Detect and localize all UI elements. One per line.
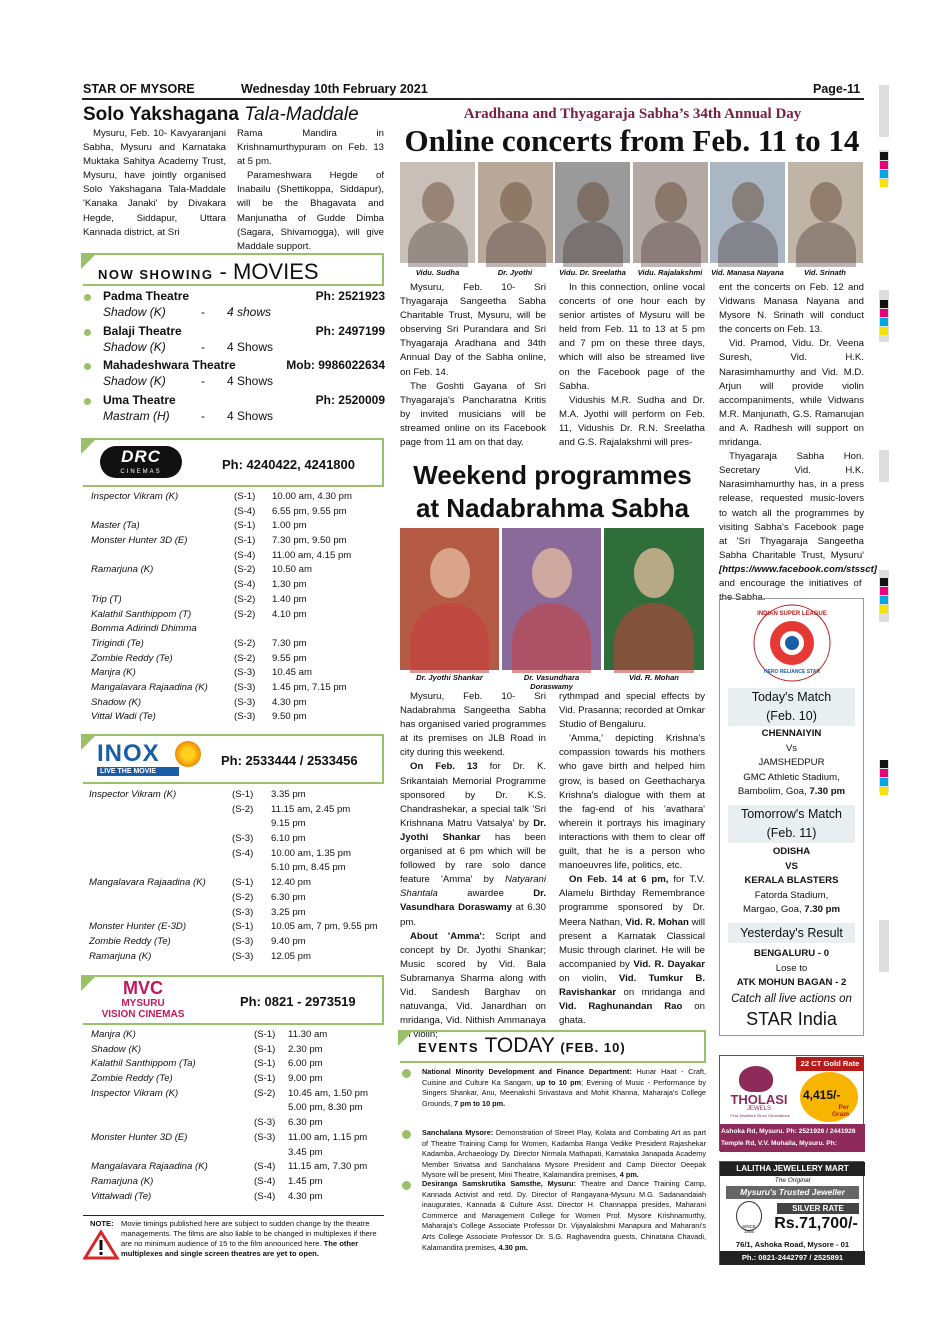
tholasi-ad: 22 CT Gold Rate THOLASI JEWELS First Jewellers Since Generations 4,415/- Per Gram Ashoka Rd, Mysuru. Ph: 2521926 / 2441926 Temple Rd, V.V. Mohalla, Mysuru. Ph: 2441926 [719, 1055, 864, 1151]
theatre-entry [83, 324, 385, 359]
screen-number: (S-2) [234, 637, 256, 649]
tholasi-peacock-icon [739, 1066, 773, 1092]
movie-title: Zombie Reddy (Te) [89, 935, 171, 947]
bullet-icon [402, 1181, 411, 1190]
schedule-row [91, 1116, 381, 1131]
mark-bar [879, 450, 889, 482]
movie-title: Zombie Reddy (Te) [91, 652, 173, 664]
movie-title: Shadow (K) [91, 696, 142, 708]
movie-title: Mangalavara Rajaadina (K) [91, 681, 208, 693]
movie-title: Inspector Vikram (K) [91, 1087, 179, 1099]
theatre-shows: 4 Shows [227, 408, 274, 423]
lalitha-ad: LALITHA JEWELLERY MART The Original Mysuru's Trusted Jeweller SINCE 1956 SILVER RATE Rs.71,700/- 76/1, Ashoka Road, Mysore - 01 Ph.: 0821-2442797 / 2525891 [719, 1161, 864, 1265]
theatre-movie: Mastram (H) [103, 408, 170, 423]
show-times: 11.15 am, 2.45 pm [271, 803, 351, 815]
movie-title: Kalathil Santhippom (T) [91, 608, 192, 620]
bullet-icon [402, 1130, 411, 1139]
mark-swatch [880, 769, 888, 777]
screen-number: (S-2) [232, 891, 254, 903]
screen-number: (S-2) [234, 593, 256, 605]
screen-number: (S-2) [234, 608, 256, 620]
star-india: STAR India [746, 1009, 837, 1029]
corner-triangle [398, 1030, 414, 1046]
mark-swatch [880, 578, 888, 586]
portrait-body [410, 603, 489, 673]
screen-number: (S-1) [254, 1073, 276, 1085]
aradhana-kicker: Aradhana and Thyagaraja Sabha’s 34th Annual Day [463, 106, 802, 122]
aradhana-col-2: In this connection, online vocal concerts of one hour each by senior artistes of Mysuru will be held from Feb. 11 to 13 at 5 pm and 7 pm on these three days, which will also be streamed live on the Facebook page of the Sabha. Vidushis M.R. Sudha and Dr. M.A. Jyothi will perform on Feb. 11, Vidushis Dr. R.N. Sreelatha and G.S. Rajalakshmi will pres- [559, 282, 705, 449]
schedule-row [91, 1072, 381, 1087]
schedule-row [91, 593, 381, 608]
schedule-row [89, 803, 381, 818]
movie-title: Vittalwadi (Te) [91, 1190, 152, 1202]
portrait-body [641, 222, 701, 267]
portrait-body [718, 222, 778, 267]
drc-header [83, 438, 384, 487]
aradhana-headline: Online concerts from Feb. 11 to 14 [404, 123, 860, 158]
show-times: 9.40 pm [271, 935, 306, 947]
screen-number: (S-1) [234, 491, 256, 502]
photo-caption: Vidu. Sudha [415, 268, 460, 277]
show-times: 7.30 pm, 9.50 pm [272, 535, 347, 547]
event-text: Desiranga Samskrutika Samsthe, Mysuru: Theatre and Dance Training Camp, Kannada Activist and retd. Dy. Director of Rangayana-Mysuru M.G. Sadanandaiah inaugurates, Kannada & Culture Asst. Director H. Channappa presides, Maharani Commerce and Management College for Women Prof. Mysore Krishnamurthy, Maharaja's College Associate Professor Dr. Vijayalakshmi Manapura and Maharani's Arts College Associate Professor Dr. S.G. Raghavendra guests, Chinatana Chavadi, Kalamandira premises, 4.30 pm. [422, 1179, 706, 1252]
bullet-icon [84, 363, 91, 370]
schedule-row [89, 847, 381, 862]
portrait-shape [732, 182, 764, 222]
yesterday-result-details: BENGALURU - 0 Lose to ATK MOHUN BAGAN - 2 [736, 948, 847, 988]
portrait-body [408, 222, 468, 267]
schedule-row [91, 710, 381, 725]
schedule-row [89, 817, 381, 832]
screen-number: (S-4) [234, 505, 256, 517]
show-times: 1.45 pm, 7.15 pm [272, 681, 347, 693]
photo-caption: Dr. Vasundhara Doraswamy [523, 673, 580, 691]
schedule-row [89, 950, 381, 965]
schedule-row [91, 622, 381, 637]
screen-number: (S-3) [254, 1131, 276, 1143]
schedule-row [91, 1087, 381, 1102]
schedule-row [91, 563, 381, 578]
screen-number: (S-4) [254, 1175, 276, 1187]
movie-title: Tirigindi (Te) [91, 637, 144, 649]
schedule-row [91, 1101, 381, 1116]
movie-title: Monster Hunter 3D (E) [91, 1131, 188, 1143]
schedule-row [91, 1146, 381, 1161]
screen-number: (S-3) [234, 696, 256, 708]
show-times: 10.00 am, 4.30 pm [272, 491, 352, 502]
schedule-row [91, 1043, 381, 1058]
mark-swatch [880, 161, 888, 169]
inox-logo: INOX LIVE THE MOVIE [97, 741, 179, 776]
theatre-movie: Shadow (K) [103, 339, 166, 354]
aradhana-col-3: ent the concerts on Feb. 12 and Vidwans Manasa Nayana and Mysore N. Srinath will conduct the concerts on Feb. 13. Vid. Pramod, Vidu. Dr. Veena Suresh, Vid. H.K. Narasimhamurthy and Vid. M.D. Arjun will provide violin accompaniments, while Vidwans M.R. Manjunath, G.S. Ramanujan and A. Radhesh will support on mridanga. Thyagaraja Sabha Hon. Secretary Vid. H.K. Narasimhamurthy has, in a press release, requested music-lovers to watch all the programmes by visiting Sabha's Facebook page at 'Sri Thyagaraja Sangeetha Sabha Charitable Trust, Mysuru' [https://www.facebook.com/stssct] and encourage the initiatives of the Sabha. [719, 282, 877, 604]
show-times: 9.15 pm [271, 818, 306, 830]
schedule-row [89, 861, 381, 876]
show-times: 6.10 pm [271, 833, 306, 845]
corner-triangle [81, 734, 97, 750]
solo-title-main: Solo Yakshagana [83, 104, 245, 125]
mark-swatch [880, 778, 888, 786]
theatre-phone: Ph: 2521923 [315, 289, 385, 303]
inox-header [83, 734, 384, 784]
event-text: Sanchalana Mysore: Demonstration of Street Play, Kolata and Combating Art as part of Theatre Training Camp for Women, Kadamba Ranga Vedike President Rajashekar Kadamba, Archaeology Dy. Director Nirmala Mathapati, Karnataka Janapada Academy Member Srivatsa and Sanchalana Mysore President and Camp Director Deepak Mysore will be present, Mini Theatre, Kalamandira premises, 4 pm. [422, 1128, 706, 1180]
today-match-details: CHENNAIYIN Vs JAMSHEDPUR GMC Athletic Stadium, Bambolim, Goa, 7.30 pm [737, 728, 846, 797]
theatre-name: Uma Theatre [103, 392, 176, 407]
portrait-shape [810, 182, 842, 222]
show-times: 1.45 pm [288, 1175, 323, 1187]
screen-number: (S-2) [254, 1087, 276, 1099]
schedule-row [91, 652, 381, 667]
movie-title: Ramarjuna (K) [91, 564, 154, 576]
show-times: 10.45 am [272, 667, 313, 679]
mark-swatch [880, 760, 888, 768]
catch-live: Catch all live actions on [731, 993, 852, 1005]
photo-caption: Vid. Manasa Nayana [711, 268, 784, 277]
show-times: 7.30 pm [272, 637, 307, 649]
movie-title: Mangalavara Rajaadina (K) [89, 877, 206, 889]
now-showing-title: NOW SHOWING - MOVIES [98, 259, 319, 284]
corner-triangle [81, 253, 97, 269]
theatre-phone: Ph: 2497199 [315, 323, 385, 338]
schedule-row [89, 891, 381, 906]
show-times: 1.30 pm [272, 579, 307, 591]
mark-swatch [880, 300, 888, 308]
movie-title: Monster Hunter (E-3D) [89, 921, 187, 933]
show-times: 3.35 pm [271, 789, 306, 800]
show-times: 4.10 pm [272, 608, 307, 620]
photo-caption: Vid. Srinath [804, 268, 846, 277]
schedule-row [91, 637, 381, 652]
tomorrow-match-details: ODISHA VS KERALA BLASTERS Fatorda Stadium, Margao, Goa, 7.30 pm [742, 846, 841, 915]
schedule-row [91, 1057, 381, 1072]
solo-col-2: Rama Mandira in Krishnamurthypuram on Feb. 13 at 5 pm. Parameshwara Hegde of Inabailu (Shettikoppa, Siddapur), will be the Bhagavata and Manjunatha of Gudde Dimba (Sagara, Shivamogga), will give Maddale support. [237, 128, 384, 252]
schedule-row [89, 906, 381, 921]
screen-number: (S-1) [234, 535, 256, 547]
today-match-title: Today's Match (Feb. 10) [728, 688, 855, 726]
show-times: 5.00 pm, 8.30 pm [288, 1102, 363, 1114]
show-times: 3.45 pm [288, 1146, 323, 1158]
theatre-entry [83, 289, 385, 324]
note-label: NOTE: [90, 1219, 114, 1228]
events-title: EVENTS TODAY (FEB. 10) [418, 1034, 626, 1057]
show-times: 4.30 pm [272, 696, 307, 708]
portrait-shape [430, 548, 470, 598]
aradhana-col-1: Mysuru, Feb. 10- Sri Thyagaraja Sangeetha Sabha Charitable Trust, Mysuru, will be observing Sri Purandara and Sri Thyagaraja Aradhana and 34th Annual Day of the Sabha online, on Feb. 14. The Goshti Gayana of Sri Thyagaraja's Pancharatna Kritis by invited musicians will be streamed online on its Facebook page from 11 am on that day. [400, 282, 546, 449]
aradhana-photo [710, 162, 785, 263]
screen-number: (S-1) [234, 520, 256, 532]
theatre-movie: Shadow (K) [103, 374, 166, 388]
theatre-name: Padma Theatre [103, 289, 190, 303]
schedule-row [91, 490, 381, 505]
schedule-row [91, 505, 381, 520]
page-number: Page-11 [813, 82, 861, 96]
show-times: 6.30 pm [271, 891, 306, 903]
show-times: 10.50 am [272, 564, 313, 576]
tholasi-address: Ashoka Rd, Mysuru. Ph: 2521926 / 2441926 Temple Rd, V.V. Mohalla, Mysuru. Ph: 2441926 [720, 1124, 865, 1152]
photo-caption: Vidu. Rajalakshmi [637, 268, 703, 277]
screen-number: (S-3) [254, 1117, 276, 1129]
screen-number: (S-1) [254, 1058, 276, 1070]
aradhana-photo [400, 162, 475, 263]
schedule-row [89, 832, 381, 847]
events-header [400, 1030, 706, 1063]
portrait-body [614, 603, 694, 673]
mvc-logo: MVC MYSURU VISION CINEMAS [101, 978, 185, 1020]
drc-logo: DRC CINEMAS [100, 446, 182, 478]
header-rule [82, 98, 864, 100]
schedule-row [89, 935, 381, 950]
show-times: 1.00 pm [272, 520, 307, 532]
show-times: 3.25 pm [271, 906, 306, 918]
movie-title: Shadow (K) [91, 1043, 142, 1055]
mark-bar [879, 920, 889, 972]
schedule-row [91, 681, 381, 696]
mark-swatch [880, 318, 888, 326]
show-times: 9.50 pm [272, 711, 307, 723]
screen-number: (S-4) [254, 1190, 276, 1202]
screen-number: (S-3) [234, 711, 256, 723]
theatre-phone: Mob: 9986022634 [286, 358, 385, 372]
now-showing-box [83, 253, 384, 286]
inox-schedule [89, 788, 381, 964]
portrait-shape [634, 548, 674, 598]
screen-number: (S-1) [232, 877, 254, 889]
mark-swatch [880, 787, 888, 795]
tomorrow-match-title: Tomorrow's Match (Feb. 11) [728, 805, 855, 843]
movie-title: Ramarjuna (K) [91, 1175, 154, 1187]
show-times: 11.15 am, 7.30 pm [288, 1161, 368, 1173]
solo-headline [83, 104, 359, 126]
theatre-phone: Ph: 2520009 [315, 392, 385, 407]
theatre-dash: - [201, 408, 205, 423]
schedule-row [91, 666, 381, 681]
movie-title: Inspector Vikram (K) [91, 491, 179, 502]
bullet-icon [84, 294, 91, 301]
note-text: Movie timings published here are subject to sudden change by the theatre managements. The films are also liable to be changed in multiplexes if there are no minimum audience of 15 to the film announced here. The other multiplexes and single screen theatres are yet to open. [121, 1219, 377, 1258]
screen-number: (S-4) [234, 579, 256, 591]
portrait-shape [500, 182, 532, 222]
movie-title: Kalathil Santhippom (Ta) [91, 1058, 196, 1070]
note-rule [83, 1215, 384, 1216]
show-times: 11.30 am [288, 1029, 328, 1040]
screen-number: (S-3) [232, 950, 254, 962]
show-times: 1.40 pm [272, 593, 307, 605]
show-times: 6.55 pm, 9.55 pm [272, 505, 347, 517]
theatre-movie: Shadow (K) [103, 305, 166, 319]
show-times: 12.05 pm [271, 950, 312, 962]
mark-swatch [880, 179, 888, 187]
weekend-headline: Weekend programmes at Nadabrahma Sabha [413, 460, 692, 523]
movie-title: Trip (T) [91, 593, 122, 605]
movie-title: Mangalavara Rajaadina (K) [91, 1161, 208, 1173]
mvc-header [83, 975, 384, 1025]
screen-number: (S-4) [232, 847, 254, 859]
weekend-photo [502, 528, 601, 670]
photo-caption: Dr. Jyothi [497, 268, 533, 277]
show-times: 10.45 am, 1.50 pm [288, 1087, 368, 1099]
aradhana-photo [633, 162, 708, 263]
aradhana-photo [478, 162, 553, 263]
movie-title: Inspector Vikram (K) [89, 789, 177, 800]
theatre-name: Balaji Theatre [103, 323, 182, 338]
theatre-entry [83, 358, 385, 393]
show-times: 4.30 pm [288, 1190, 323, 1202]
schedule-row [91, 696, 381, 711]
drc-phone: Ph: 4240422, 4241800 [222, 457, 355, 472]
screen-number: (S-3) [234, 667, 256, 679]
weekend-photo [604, 528, 704, 670]
paper-name: STAR OF MYSORE [83, 82, 195, 96]
mark-swatch [880, 596, 888, 604]
schedule-row [91, 1131, 381, 1146]
screen-number: (S-1) [254, 1043, 276, 1055]
portrait-body [796, 222, 856, 267]
bullet-icon [84, 398, 91, 405]
theatre-shows: 4 Shows [227, 374, 274, 388]
isl-box [719, 598, 864, 1036]
portrait-body [512, 603, 591, 673]
schedule-row [91, 519, 381, 534]
weekend-photo [400, 528, 499, 670]
mark-swatch [880, 170, 888, 178]
schedule-row [91, 1190, 381, 1205]
mark-swatch [880, 309, 888, 317]
screen-number: (S-3) [232, 906, 254, 918]
mark-bar [879, 85, 889, 137]
screen-number: (S-2) [234, 652, 256, 664]
weekend-col-2: rythmpad and special effects by Vid. Prasanna; recorded at Omkar Studio of Bengaluru. 'Amma,' depicting Krishna's compassion towards his mothers who gave birth and helped him grow, is based on Geethacharya Krishna's dialogue with them at the fag-end of his 'avathara' wherein it portrays his imaginary interactions with them to clear off guilt, that he is a person who manoeuvres life, politics, etc. On Feb. 14 at 6 pm, for T.V. Alamelu Birthday Remembrance programme sponsored by Dr. Meera Nathan, Vid. R. Mohan will present a Karnatak Classical Music through clarinet. He will be accompanied by Vid. R. Dayakar on violin, Vid. Tumkur B. Ravishankar on mridanga and Vid. Raghunandan Rao on ghata. [559, 691, 706, 1027]
theatre-entry [83, 393, 385, 428]
screen-number: (S-1) [254, 1029, 276, 1040]
movie-title: Vittal Wadi (Te) [91, 711, 156, 723]
facebook-link[interactable]: [https://www.facebook.com/stssct] [719, 563, 877, 575]
schedule-row [89, 876, 381, 891]
lalitha-logo: SINCE 1956 [736, 1201, 762, 1231]
photo-caption: Dr. Jyothi Shankar [416, 673, 483, 682]
show-times: 11.00 am, 4.15 pm [272, 549, 352, 561]
schedule-row [91, 1028, 381, 1043]
mvc-schedule [91, 1028, 381, 1204]
mvc-phone: Ph: 0821 - 2973519 [240, 994, 356, 1009]
screen-number: (S-2) [234, 564, 256, 576]
schedule-row [91, 1160, 381, 1175]
screen-number: (S-4) [234, 549, 256, 561]
corner-triangle [81, 438, 97, 454]
show-times: 5.10 pm, 8.45 pm [271, 862, 346, 874]
event-text: National Minority Development and Finance Department: Hunar Haat - Craft, Cuisine and Culture Ka Sangam, up to 10 pm; Evening of Music - Performance by Singers Shankar, Anu, Meenakshi Srivastava and Mohit Khanna, Maharaja's College Grounds, 7 pm to 10 pm. [422, 1067, 707, 1108]
show-times: 2.30 pm [288, 1043, 323, 1055]
movie-title: Zombie Reddy (Te) [91, 1073, 173, 1085]
show-times: 11.00 am, 1.15 pm [288, 1131, 368, 1143]
movie-title: Manjra (K) [91, 667, 136, 679]
aradhana-photo [788, 162, 863, 263]
portrait-shape [577, 182, 609, 222]
screen-number: (S-1) [232, 921, 254, 933]
show-times: 9.00 pm [288, 1073, 323, 1085]
schedule-row [91, 578, 381, 593]
mark-swatch [880, 327, 888, 335]
schedule-row [89, 788, 381, 803]
schedule-row [91, 549, 381, 564]
show-times: 6.30 pm [288, 1117, 323, 1129]
schedule-row [91, 1175, 381, 1190]
screen-number: (S-3) [234, 681, 256, 693]
aradhana-photo [555, 162, 630, 263]
per-gram: Per Gram [832, 1104, 849, 1118]
theatre-shows: 4 Shows [227, 339, 274, 354]
theatre-dash: - [201, 305, 205, 319]
theatre-shows: 4 shows [227, 305, 272, 319]
bullet-icon [402, 1069, 411, 1078]
theatre-dash: - [201, 339, 205, 354]
photo-caption: Vid. R. Mohan [629, 673, 679, 682]
movie-title: Manjra (K) [91, 1029, 136, 1040]
portrait-shape [532, 548, 572, 598]
screen-number: (S-3) [232, 935, 254, 947]
drc-schedule [91, 490, 381, 725]
mark-swatch [880, 605, 888, 613]
weekend-col-1: Mysuru, Feb. 10- Sri Nadabrahma Sangeetha Sabha has organised varied programmes at its premises on JLB Road in city during this weekend. On Feb. 13 for Dr. K. Srikantaiah Memorial Programme sponsored by Dr. K.S. Chandrashekar, a special talk 'Sri Krishnana Matru Vatsalya' by Dr. Jyothi Shankar has been organised at 6 pm which will be followed by rare solo dance feature 'Amma' by Natyarani Shantala awardee Dr. Vasundhara Doraswamy at 6.30 pm. About 'Amma': Script and concept by Dr. Jyothi Shankar; Music scored by Vid. Bala Subramanya Sharma along with Vid. Sandesh Barghav on natuvanga, Vid. Janardhan on mridanga, Vid. Nithish Ammanaya on violin; [400, 691, 547, 1041]
show-times: 12.40 pm [271, 877, 312, 889]
screen-number: (S-2) [232, 803, 254, 815]
portrait-shape [422, 182, 454, 222]
portrait-body [486, 222, 546, 267]
inox-phone: Ph: 2533444 / 2533456 [221, 753, 358, 768]
show-times: 6.00 pm [288, 1058, 323, 1070]
movie-title: Master (Ta) [91, 520, 140, 532]
portrait-body [563, 222, 623, 267]
solo-col-1: Mysuru, Feb. 10- Kavyaranjani Sabha, Mysuru and Karnataka Muktaka Sahitya Academy Trust, Mysuru, have jointly organised Solo Yakshagana Tala-Maddale 'Kanaka Janaki' by Divakara Hegde, Siddapur, Uttara Kannada district, at Sri [83, 128, 226, 238]
theatre-name: Mahadeshwara Theatre [103, 358, 236, 372]
schedule-row [89, 920, 381, 935]
isl-logo: INDIAN SUPER LEAGUE HERO RELIANCE STAR [752, 603, 832, 683]
screen-number: (S-1) [232, 789, 254, 800]
schedule-row [91, 608, 381, 623]
theatre-list [83, 289, 385, 427]
movie-title: Monster Hunter 3D (E) [91, 535, 188, 547]
theatre-dash: - [201, 374, 205, 388]
inox-sun-icon [175, 741, 201, 767]
mark-swatch [880, 152, 888, 160]
show-times: 10.00 am, 1.35 pm [271, 847, 351, 859]
mark-swatch [880, 587, 888, 595]
yesterday-result-title: Yesterday's Result [728, 923, 855, 943]
bullet-icon [84, 329, 91, 336]
screen-number: (S-3) [232, 833, 254, 845]
screen-number: (S-4) [254, 1161, 276, 1173]
photo-caption: Vidu. Dr. Sreelatha [559, 268, 626, 277]
show-times: 9.55 pm [272, 652, 307, 664]
show-times: 10.05 am, 7 pm, 9.55 pm [271, 921, 378, 933]
solo-title-italic: Tala-Maddale [244, 104, 359, 125]
movie-title: Bomma Adirindi Dhimma [91, 623, 197, 635]
issue-date: Wednesday 10th February 2021 [241, 82, 428, 96]
movie-title: Ramarjuna (K) [89, 950, 152, 962]
portrait-shape [655, 182, 687, 222]
schedule-row [91, 534, 381, 549]
